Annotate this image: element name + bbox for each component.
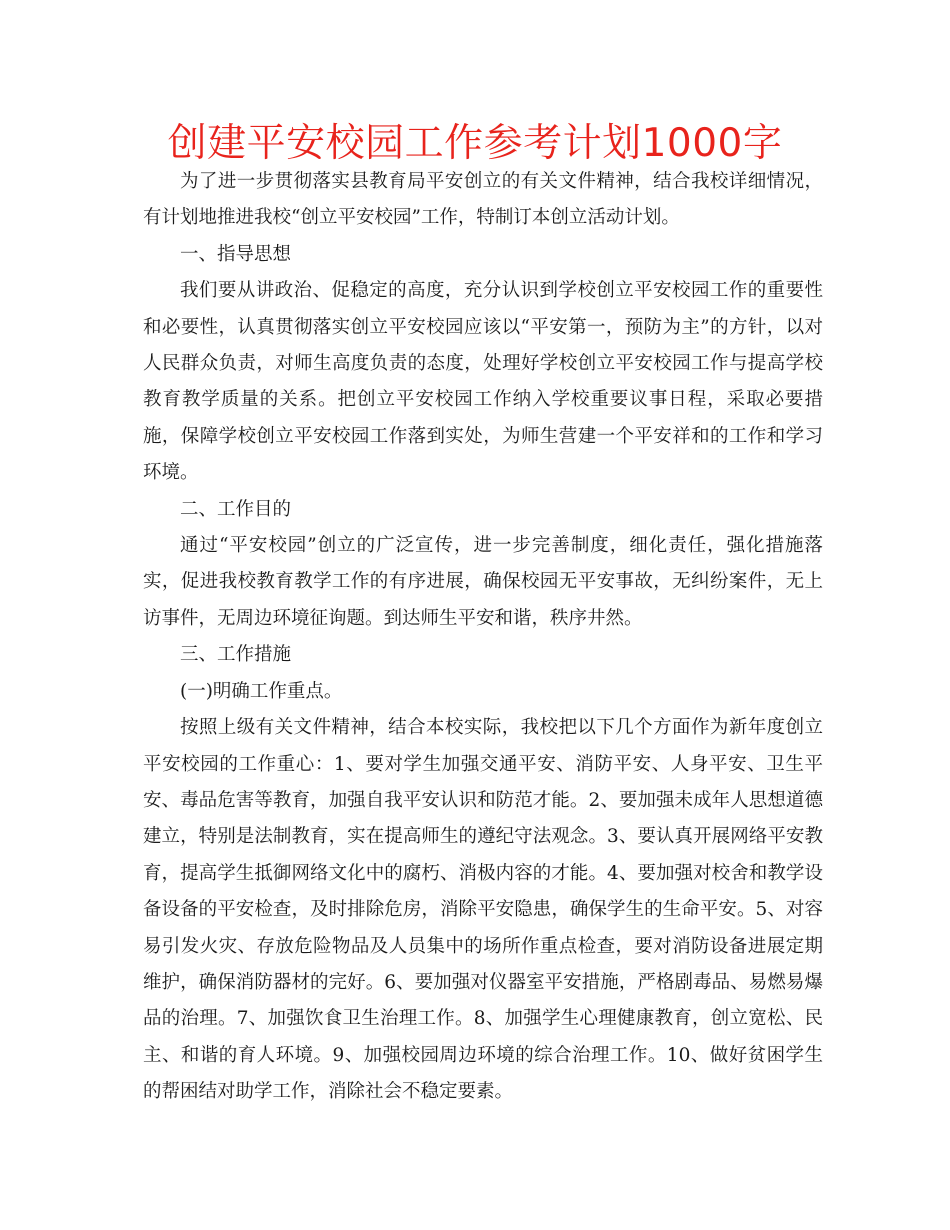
section-heading-work-goals: 二、工作目的: [180, 498, 292, 520]
document-title: 创建平安校园工作参考计划1000字: [167, 121, 783, 166]
guiding-ideology-paragraph: 我们要从讲政治、促稳定的高度，充分认识到学校创立平安校园工作的重要性和必要性，认真贯彻落实创立平安校园应该以“平安第一，预防为主”的方针，以对人民群众负责，对师生高度负责的态度，处理好学校创立平安校园工作与提高学校教育教学质量的关系。把创立平安校园工作纳入学校重要议事日程，采取必要措施，保障学校创立平安校园工作落到实处，为师生营建一个平安祥和的工作和学习环境。: [143, 280, 823, 484]
section-heading-work-measures: 三、工作措施: [180, 644, 292, 666]
subsection-heading-focus: (一)明确工作重点。: [180, 680, 343, 702]
work-goals-paragraph: 通过“平安校园”创立的广泛宣传，进一步完善制度，细化责任，强化措施落实，促进我校教育教学工作的有序进展，确保校园无平安事故，无纠纷案件，无上访事件，无周边环境征询题。到达师生平安和谐，秩序井然。: [143, 535, 823, 629]
intro-paragraph: 为了进一步贯彻落实县教育局平安创立的有关文件精神，结合我校详细情况，有计划地推进我校“创立平安校园”工作，特制订本创立活动计划。: [143, 171, 823, 229]
work-measures-paragraph: 按照上级有关文件精神，结合本校实际，我校把以下几个方面作为新年度创立平安校园的工作重心：1、要对学生加强交通平安、消防平安、人身平安、卫生平安、毒品危害等教育，加强自我平安认识和防范才能。2、要加强未成年人思想道德建立，特别是法制教育，实在提高师生的遵纪守法观念。3、要认真开展网络平安教育，提高学生抵御网络文化中的腐朽、消极内容的才能。4、要加强对校舍和教学设备设备的平安检查，及时排除危房，消除平安隐患，确保学生的生命平安。5、对容易引发火灾、存放危险物品及人员集中的场所作重点检查，要对消防设备进展定期维护，确保消防器材的完好。6、要加强对仪器室平安措施，严格剧毒品、易燃易爆品的治理。7、加强饮食卫生治理工作。8、加强学生心理健康教育，创立宽松、民主、和谐的育人环境。9、加强校园周边环境的综合治理工作。10、做好贫困学生的帮困结对助学工作，消除社会不稳定要素。: [143, 717, 823, 1103]
section-heading-guiding-ideology: 一、指导思想: [180, 243, 292, 265]
document-body: [143, 164, 823, 1111]
